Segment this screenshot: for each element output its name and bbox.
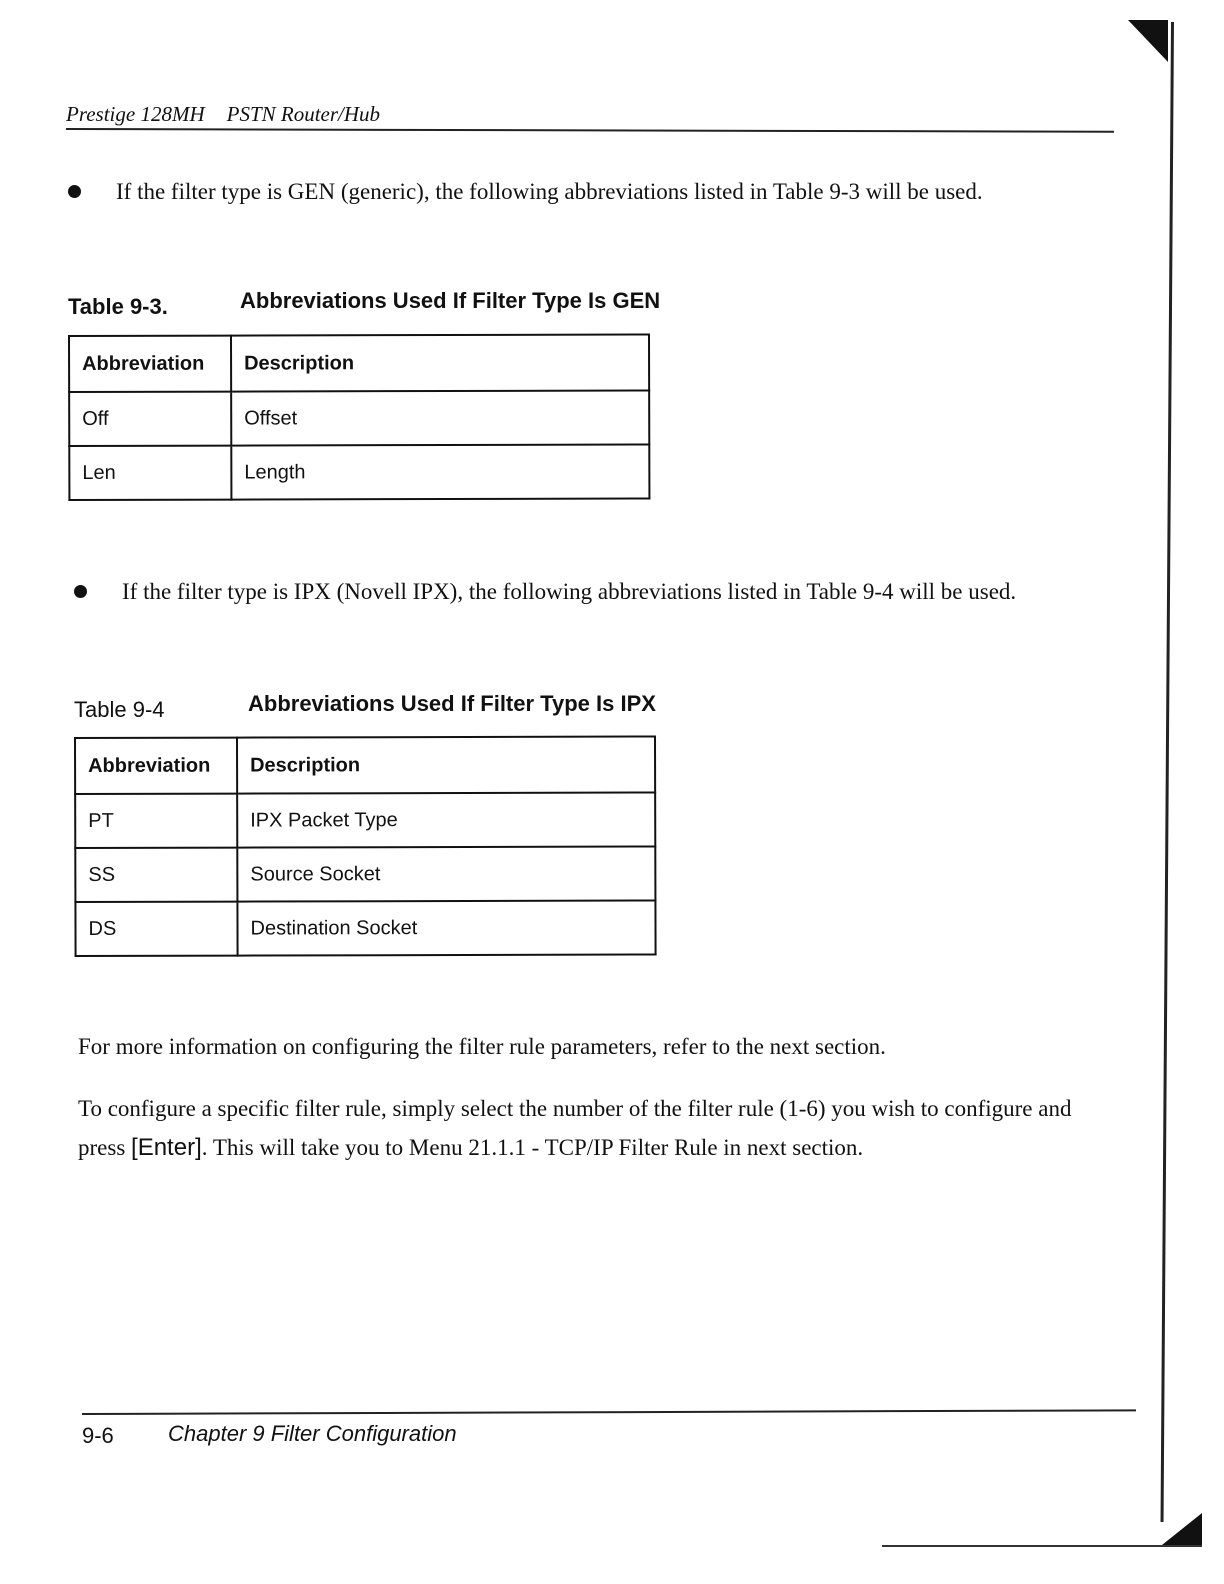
page-edge-bottom bbox=[882, 1545, 1202, 1547]
running-header bbox=[66, 102, 380, 127]
configure-text-before: To configure a specific filter rule, simply select the number of the filter rule (1-6) you wish to configure and press bbox=[78, 1096, 1072, 1160]
table-row bbox=[75, 900, 655, 956]
table-row bbox=[69, 444, 649, 500]
table-cell: Length bbox=[231, 444, 649, 499]
footer-page-number: 9-6 bbox=[82, 1423, 114, 1448]
table-cell: SS bbox=[75, 848, 237, 902]
table-9-4 bbox=[74, 735, 657, 957]
page-corner-shadow bbox=[1128, 20, 1168, 62]
running-footer bbox=[82, 1421, 457, 1449]
table-cell: Off bbox=[69, 392, 231, 446]
configure-text-after: . This will take you to Menu 21.1.1 - TCP/IP Filter Rule in next section. bbox=[201, 1135, 864, 1160]
table-header-cell: Description bbox=[237, 736, 655, 793]
table-cell: Len bbox=[69, 446, 231, 500]
table-cell: PT bbox=[75, 794, 237, 848]
header-subtitle: PSTN Router/Hub bbox=[226, 102, 381, 126]
table-cell: IPX Packet Type bbox=[237, 792, 655, 847]
table-header-row bbox=[75, 736, 655, 794]
table-row bbox=[75, 792, 655, 848]
page-corner-shadow-bottom bbox=[1162, 1513, 1202, 1545]
bullet-gen: If the filter type is GEN (generic), the following abbreviations listed in Table 9-3 will be used. bbox=[116, 179, 983, 204]
paragraph-more-info: For more information on configuring the filter rule parameters, refer to the next section. bbox=[78, 1034, 886, 1059]
table-9-3-caption bbox=[68, 288, 661, 320]
table-row bbox=[69, 390, 649, 446]
bullet-ipx: If the filter type is IPX (Novell IPX), the following abbreviations listed in Table 9-4 will be used. bbox=[122, 579, 1017, 604]
table-9-3-title: Abbreviations Used If Filter Type Is GEN bbox=[240, 288, 661, 313]
table-9-3-number: Table 9-3. bbox=[68, 294, 168, 319]
bullet-icon bbox=[68, 185, 81, 198]
table-header-cell: Abbreviation bbox=[69, 336, 231, 392]
table-cell: Destination Socket bbox=[237, 900, 655, 955]
table-9-4-title: Abbreviations Used If Filter Type Is IPX bbox=[248, 691, 656, 716]
table-row bbox=[75, 846, 655, 902]
table-9-4-caption bbox=[74, 691, 656, 723]
enter-key-label: [Enter] bbox=[131, 1134, 202, 1161]
paragraph-configure bbox=[78, 1089, 1088, 1167]
table-cell: Source Socket bbox=[237, 846, 655, 901]
footer-chapter: Chapter 9 Filter Configuration bbox=[168, 1421, 457, 1446]
table-9-4-number: Table 9-4 bbox=[74, 697, 165, 722]
table-9-3 bbox=[68, 333, 650, 501]
footer-rule bbox=[82, 1409, 1136, 1415]
page-edge-shadow bbox=[1161, 22, 1174, 1522]
table-cell: Offset bbox=[231, 390, 649, 445]
table-cell: DS bbox=[75, 902, 237, 956]
table-header-cell: Description bbox=[231, 334, 649, 391]
bullet-icon bbox=[74, 585, 87, 598]
header-rule bbox=[66, 128, 1114, 133]
header-product: Prestige 128MH bbox=[66, 102, 205, 126]
table-header-cell: Abbreviation bbox=[75, 738, 237, 794]
table-header-row bbox=[69, 334, 649, 392]
